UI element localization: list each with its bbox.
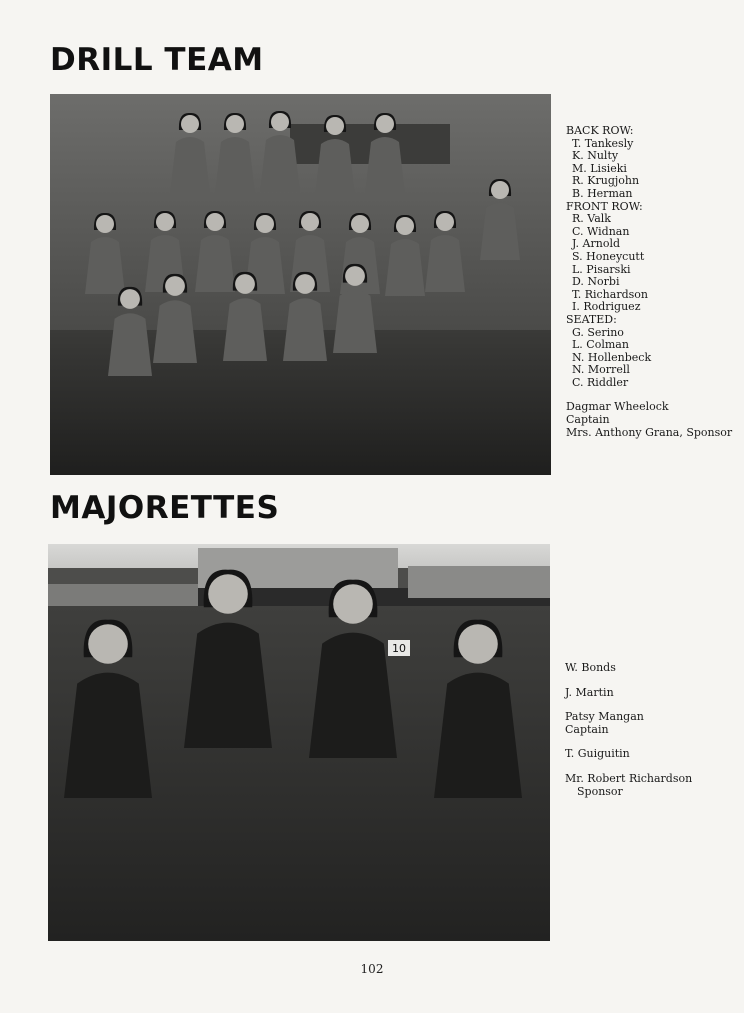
roster-name: N. Morrell: [572, 363, 630, 377]
majorette-name: J. Martin: [565, 685, 614, 699]
back-row-label: BACK ROW:: [566, 124, 634, 137]
page-number: 102: [360, 962, 384, 976]
roster-name: N. Hollenbeck: [572, 350, 652, 364]
roster-name: G. Serino: [572, 325, 624, 339]
seated-label: SEATED:: [566, 312, 617, 326]
roster-name: S. Honeycutt: [572, 249, 645, 263]
roster-name: K. Nulty: [572, 149, 619, 163]
majorettes-roster: [565, 662, 740, 810]
majorette-name: Mr. Robert Richardson: [565, 771, 693, 785]
roster-name: L. Colman: [572, 338, 629, 352]
roster-name: R. Valk: [572, 212, 611, 226]
majorette-name: T. Guiguitin: [565, 747, 630, 761]
majorette-entry: [565, 748, 740, 761]
drill-team-photo: [50, 94, 551, 475]
roster-name: R. Krugjohn: [572, 174, 640, 188]
roster-name: M. Lisieki: [572, 161, 627, 175]
drill-team-roster: [566, 125, 741, 439]
drill-team-heading: DRILL TEAM: [50, 42, 264, 78]
roster-name: L. Pisarski: [572, 262, 631, 276]
majorettes-heading: MAJORETTES: [50, 490, 280, 526]
majorette-name: Patsy Mangan: [565, 710, 644, 724]
roster-name: D. Norbi: [572, 275, 620, 289]
yard-marker: 10: [392, 642, 406, 655]
roster-name: C. Riddler: [572, 375, 629, 389]
roster-name: C. Widnan: [572, 224, 630, 238]
majorettes-photo: [48, 544, 550, 941]
majorette-entry: [565, 687, 740, 700]
captain-title: Captain: [566, 413, 610, 427]
majorette-entry: [565, 711, 740, 736]
majorette-name: W. Bonds: [565, 661, 616, 674]
roster-name: T. Richardson: [572, 287, 648, 301]
majorette-role: Captain: [565, 722, 609, 736]
captain-block: [566, 401, 741, 439]
captain-name: Dagmar Wheelock: [566, 400, 669, 414]
roster-name: I. Rodriguez: [572, 300, 641, 314]
roster-name: J. Arnold: [572, 237, 621, 251]
majorette-entry: [565, 662, 740, 675]
sponsor-name: Mrs. Anthony Grana, Sponsor: [566, 425, 733, 439]
majorette-role: Sponsor: [577, 784, 623, 798]
roster-name: T. Tankesly: [572, 136, 634, 150]
majorette-entry: [565, 773, 740, 798]
front-row-label: FRONT ROW:: [566, 199, 643, 213]
roster-name: B. Herman: [572, 186, 633, 200]
